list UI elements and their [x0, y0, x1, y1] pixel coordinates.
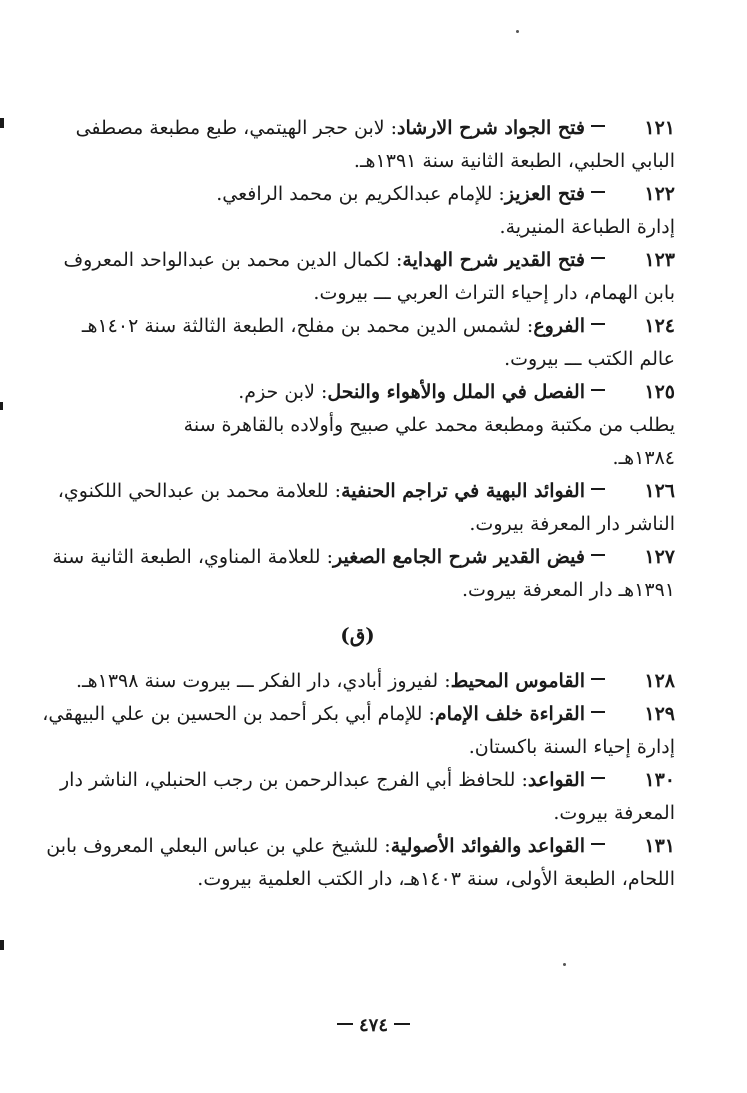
bib-entry-126	[40, 475, 675, 541]
scan-edge-mark-mid	[0, 402, 3, 410]
entry-title: الفروع	[533, 315, 585, 337]
entry-continuation: إدارة إحياء السنة باكستان.	[468, 736, 675, 758]
footer-dash-left	[337, 1023, 353, 1025]
entry-text: : للعلامة محمد بن عبدالحي اللكنوي،	[57, 480, 342, 502]
entry-text: : للحافظ أبي الفرج عبدالرحمن بن رجب الحنبلي، الناشر دار	[59, 769, 528, 791]
page-number: ٤٧٤	[358, 1015, 388, 1036]
dash	[591, 488, 605, 490]
entry-title: القواعد	[527, 769, 585, 791]
scan-edge-mark-bottom	[0, 940, 4, 950]
dash	[591, 777, 605, 779]
entry-title: القاموس المحيط	[450, 670, 585, 692]
bib-entry-125	[40, 376, 675, 475]
entry-number: ١٣٠	[644, 769, 675, 791]
entry-continuation: المعرفة بيروت.	[553, 802, 675, 824]
dash	[591, 191, 605, 193]
entry-continuation: ١٣٨٤هـ.	[612, 447, 675, 469]
footer-dash-right	[394, 1023, 410, 1025]
entry-continuation: يطلب من مكتبة ومطبعة محمد علي صبيح وأولاده بالقاهرة سنة	[183, 414, 675, 436]
entry-number: ١٢٧	[644, 546, 675, 568]
dash	[591, 257, 605, 259]
entry-number: ١٢١	[644, 117, 675, 139]
page-footer	[0, 1015, 747, 1036]
entry-number: ١٢٢	[644, 183, 675, 205]
entry-title: فيض القدير شرح الجامع الصغير	[333, 546, 585, 568]
dash	[591, 389, 605, 391]
entry-title: فتح الجواد شرح الارشاد	[397, 117, 585, 139]
bib-entry-130	[40, 764, 675, 830]
dash	[591, 711, 605, 713]
entry-title: الفصل في الملل والأهواء والنحل	[327, 381, 585, 403]
entry-continuation: إدارة الطباعة المنيرية.	[499, 216, 675, 238]
entry-text: : للإمام أبي بكر أحمد بن الحسين بن علي البيهقي،	[42, 703, 435, 725]
bib-entry-121	[40, 112, 675, 178]
entry-number: ١٢٥	[644, 381, 675, 403]
entry-text: : لشمس الدين محمد بن مفلح، الطبعة الثالثة سنة ١٤٠٢هـ	[81, 315, 534, 337]
bib-entry-124	[40, 310, 675, 376]
bibliography-page	[40, 112, 675, 896]
entry-continuation: ١٣٩١هـ دار المعرفة بيروت.	[461, 579, 675, 601]
entry-continuation: البابي الحلبي، الطبعة الثانية سنة ١٣٩١هـ.	[353, 150, 675, 172]
dash	[591, 323, 605, 325]
entry-number: ١٣١	[644, 835, 675, 857]
speck-top	[516, 30, 519, 33]
entry-title: القراءة خلف الإمام	[434, 703, 585, 725]
entry-number: ١٢٨	[644, 670, 675, 692]
entry-number: ١٢٣	[644, 249, 675, 271]
dash	[591, 554, 605, 556]
entry-text: : للإمام عبدالكريم بن محمد الرافعي.	[216, 183, 505, 205]
entry-number: ١٢٤	[644, 315, 675, 337]
entry-title: الفوائد البهية في تراجم الحنفية	[341, 480, 585, 502]
bib-entry-122	[40, 178, 675, 244]
entry-text: : لابن حجر الهيتمي، طبع مطبعة مصطفى	[75, 117, 398, 139]
entry-number: ١٢٩	[644, 703, 675, 725]
bib-entry-128	[40, 665, 675, 698]
entry-title: القواعد والفوائد الأصولية	[390, 835, 585, 857]
entry-text: : للعلامة المناوي، الطبعة الثانية سنة	[52, 546, 334, 568]
bib-entry-127	[40, 541, 675, 607]
entry-text: : لفيروز أبادي، دار الفكر ـــ بيروت سنة ١٣٩٨هـ.	[75, 670, 451, 692]
bib-entry-131	[40, 830, 675, 896]
bib-entry-123	[40, 244, 675, 310]
entry-text: : لكمال الدين محمد بن عبدالواحد المعروف	[63, 249, 403, 271]
entry-continuation: اللحام، الطبعة الأولى، سنة ١٤٠٣هـ، دار الكتب العلمية بيروت.	[197, 868, 675, 890]
section-heading-qaf: (ق)	[340, 623, 375, 647]
entry-title: فتح القدير شرح الهداية	[402, 249, 585, 271]
dash	[591, 678, 605, 680]
entry-text: : لابن حزم.	[238, 381, 328, 403]
entry-text: : للشيخ علي بن عباس البعلي المعروف بابن	[46, 835, 391, 857]
entry-continuation: الناشر دار المعرفة بيروت.	[469, 513, 675, 535]
dash	[591, 125, 605, 127]
entry-continuation: بابن الهمام، دار إحياء التراث العربي ـــ بيروت.	[313, 282, 675, 304]
scan-edge-mark-top	[0, 118, 4, 128]
entry-title: فتح العزيز	[504, 183, 585, 205]
bib-entry-129	[40, 698, 675, 764]
speck-bottom	[563, 963, 566, 966]
entry-continuation: عالم الكتب ـــ بيروت.	[504, 348, 675, 370]
dash	[591, 843, 605, 845]
entry-number: ١٢٦	[644, 480, 675, 502]
